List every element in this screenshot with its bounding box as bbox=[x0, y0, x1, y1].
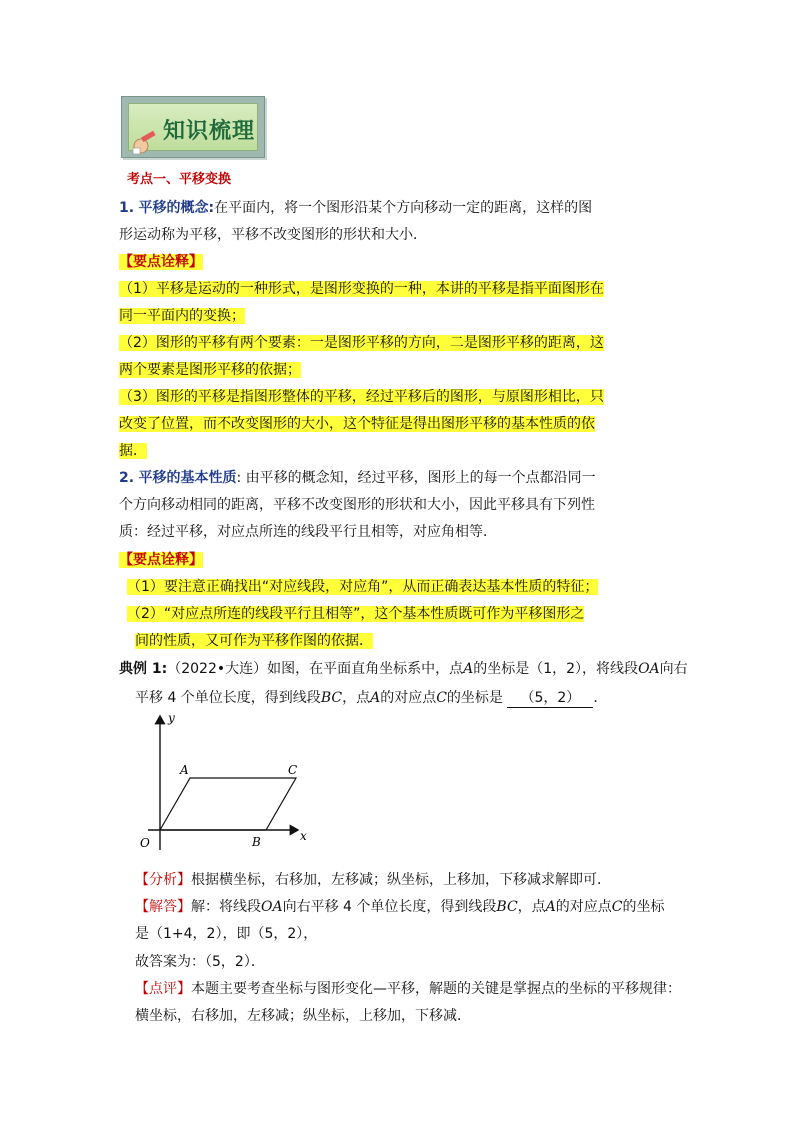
note2-tag: 【要点诠释】 bbox=[119, 552, 203, 568]
solution-line2: 是（1+4，2），即（5，2）， bbox=[135, 926, 318, 942]
comment-line2: 横坐标，右移加，左移减；纵坐标，上移加，下移减． bbox=[135, 1008, 471, 1024]
comment-tag: 【点评】 bbox=[135, 981, 191, 997]
label-C: C bbox=[288, 763, 298, 777]
note2-line1: （1）要注意正确找出“对应线段，对应角”，从而正确表达基本性质的特征； bbox=[127, 579, 599, 595]
item2-text: : 由平移的概念知，经过平移，图形上的每一个点都沿同一 bbox=[236, 470, 596, 486]
item2-line2: 个方向移动相同的距离，平移不改变图形的形状和大小，因此平移具有下列性 bbox=[119, 497, 595, 513]
example-line1: 典例 1:（2022•大连）如图，在平面直角坐标系中，点A的坐标是（1，2），将线段OA向右 bbox=[119, 661, 688, 677]
solution-line3: 故答案为：（5，2）． bbox=[135, 954, 265, 970]
label-O: O bbox=[140, 836, 150, 850]
solution-line1: 【解答】解：将线段OA向右平移 4 个单位长度，得到线段BC，点A的对应点C的坐标 bbox=[135, 899, 665, 915]
label-x: x bbox=[300, 829, 307, 843]
item2-line1 bbox=[119, 469, 596, 487]
label-y: y bbox=[168, 711, 175, 725]
note1-line5: （3）图形的平移是指图形整体的平移，经过平移后的图形，与原图形相比，只 bbox=[119, 389, 604, 405]
note1-line6: 改变了位置，而不改变图形的大小，这个特征是得出图形平移的基本性质的依 bbox=[119, 416, 595, 432]
note1-tag: 【要点诠释】 bbox=[119, 254, 203, 270]
parallelogram-OACB bbox=[160, 778, 296, 830]
banner-inner bbox=[128, 103, 258, 151]
item1-num: 1. bbox=[119, 200, 135, 216]
section-banner bbox=[121, 96, 265, 158]
item1-line1 bbox=[119, 199, 592, 217]
label-B: B bbox=[252, 835, 261, 849]
item1-heading: 平移的概念: bbox=[138, 200, 215, 216]
note2-line3: 间的性质，又可作为平移作图的依据． bbox=[135, 633, 373, 649]
item2-line3: 质：经过平移，对应点所连的线段平行且相等，对应角相等． bbox=[119, 524, 497, 540]
note1-line7: 据． bbox=[119, 443, 147, 459]
label-A: A bbox=[180, 763, 189, 777]
note1-line1: （1）平移是运动的一种形式，是图形变换的一种，本讲的平移是指平面图形在 bbox=[119, 281, 604, 297]
note1-line4: 两个要素是图形平移的依据； bbox=[119, 362, 301, 378]
note1-line3: （2）图形的平移有两个要素：一是图形平移的方向，二是图形平移的距离，这 bbox=[119, 335, 604, 351]
comment-line1: 【点评】本题主要考查坐标与图形变化—平移，解题的关键是掌握点的坐标的平移规律： bbox=[135, 981, 681, 997]
item2-heading: 平移的基本性质 bbox=[138, 470, 237, 486]
example-label: 典例 1: bbox=[119, 661, 168, 677]
analysis-tag: 【分析】 bbox=[135, 872, 191, 888]
section-title: 考点一、平移变换 bbox=[127, 172, 232, 187]
item1-text: 在平面内，将一个图形沿某个方向移动一定的距离，这样的图 bbox=[214, 200, 593, 216]
example-line2: 平移 4 个单位长度，得到线段BC，点A的对应点C的坐标是 （5，2） ． bbox=[135, 690, 608, 706]
coordinate-figure bbox=[130, 708, 320, 858]
item2-num: 2. bbox=[119, 470, 135, 486]
item1-line2: 形运动称为平移，平移不改变图形的形状和大小． bbox=[119, 227, 427, 243]
note1-line2: 同一平面内的变换； bbox=[119, 308, 245, 324]
note2-line2: （2）“对应点所连的线段平行且相等”，这个基本性质既可作为平移图形之 bbox=[127, 606, 585, 622]
pencil-hand-icon bbox=[129, 126, 159, 156]
analysis-line: 【分析】根据横坐标，右移加，左移减；纵坐标，上移加，下移减求解即可． bbox=[135, 872, 611, 888]
solution-tag: 【解答】 bbox=[135, 899, 191, 915]
answer-blank: （5，2） bbox=[507, 689, 593, 708]
banner-title: 知识梳理 bbox=[163, 119, 256, 144]
